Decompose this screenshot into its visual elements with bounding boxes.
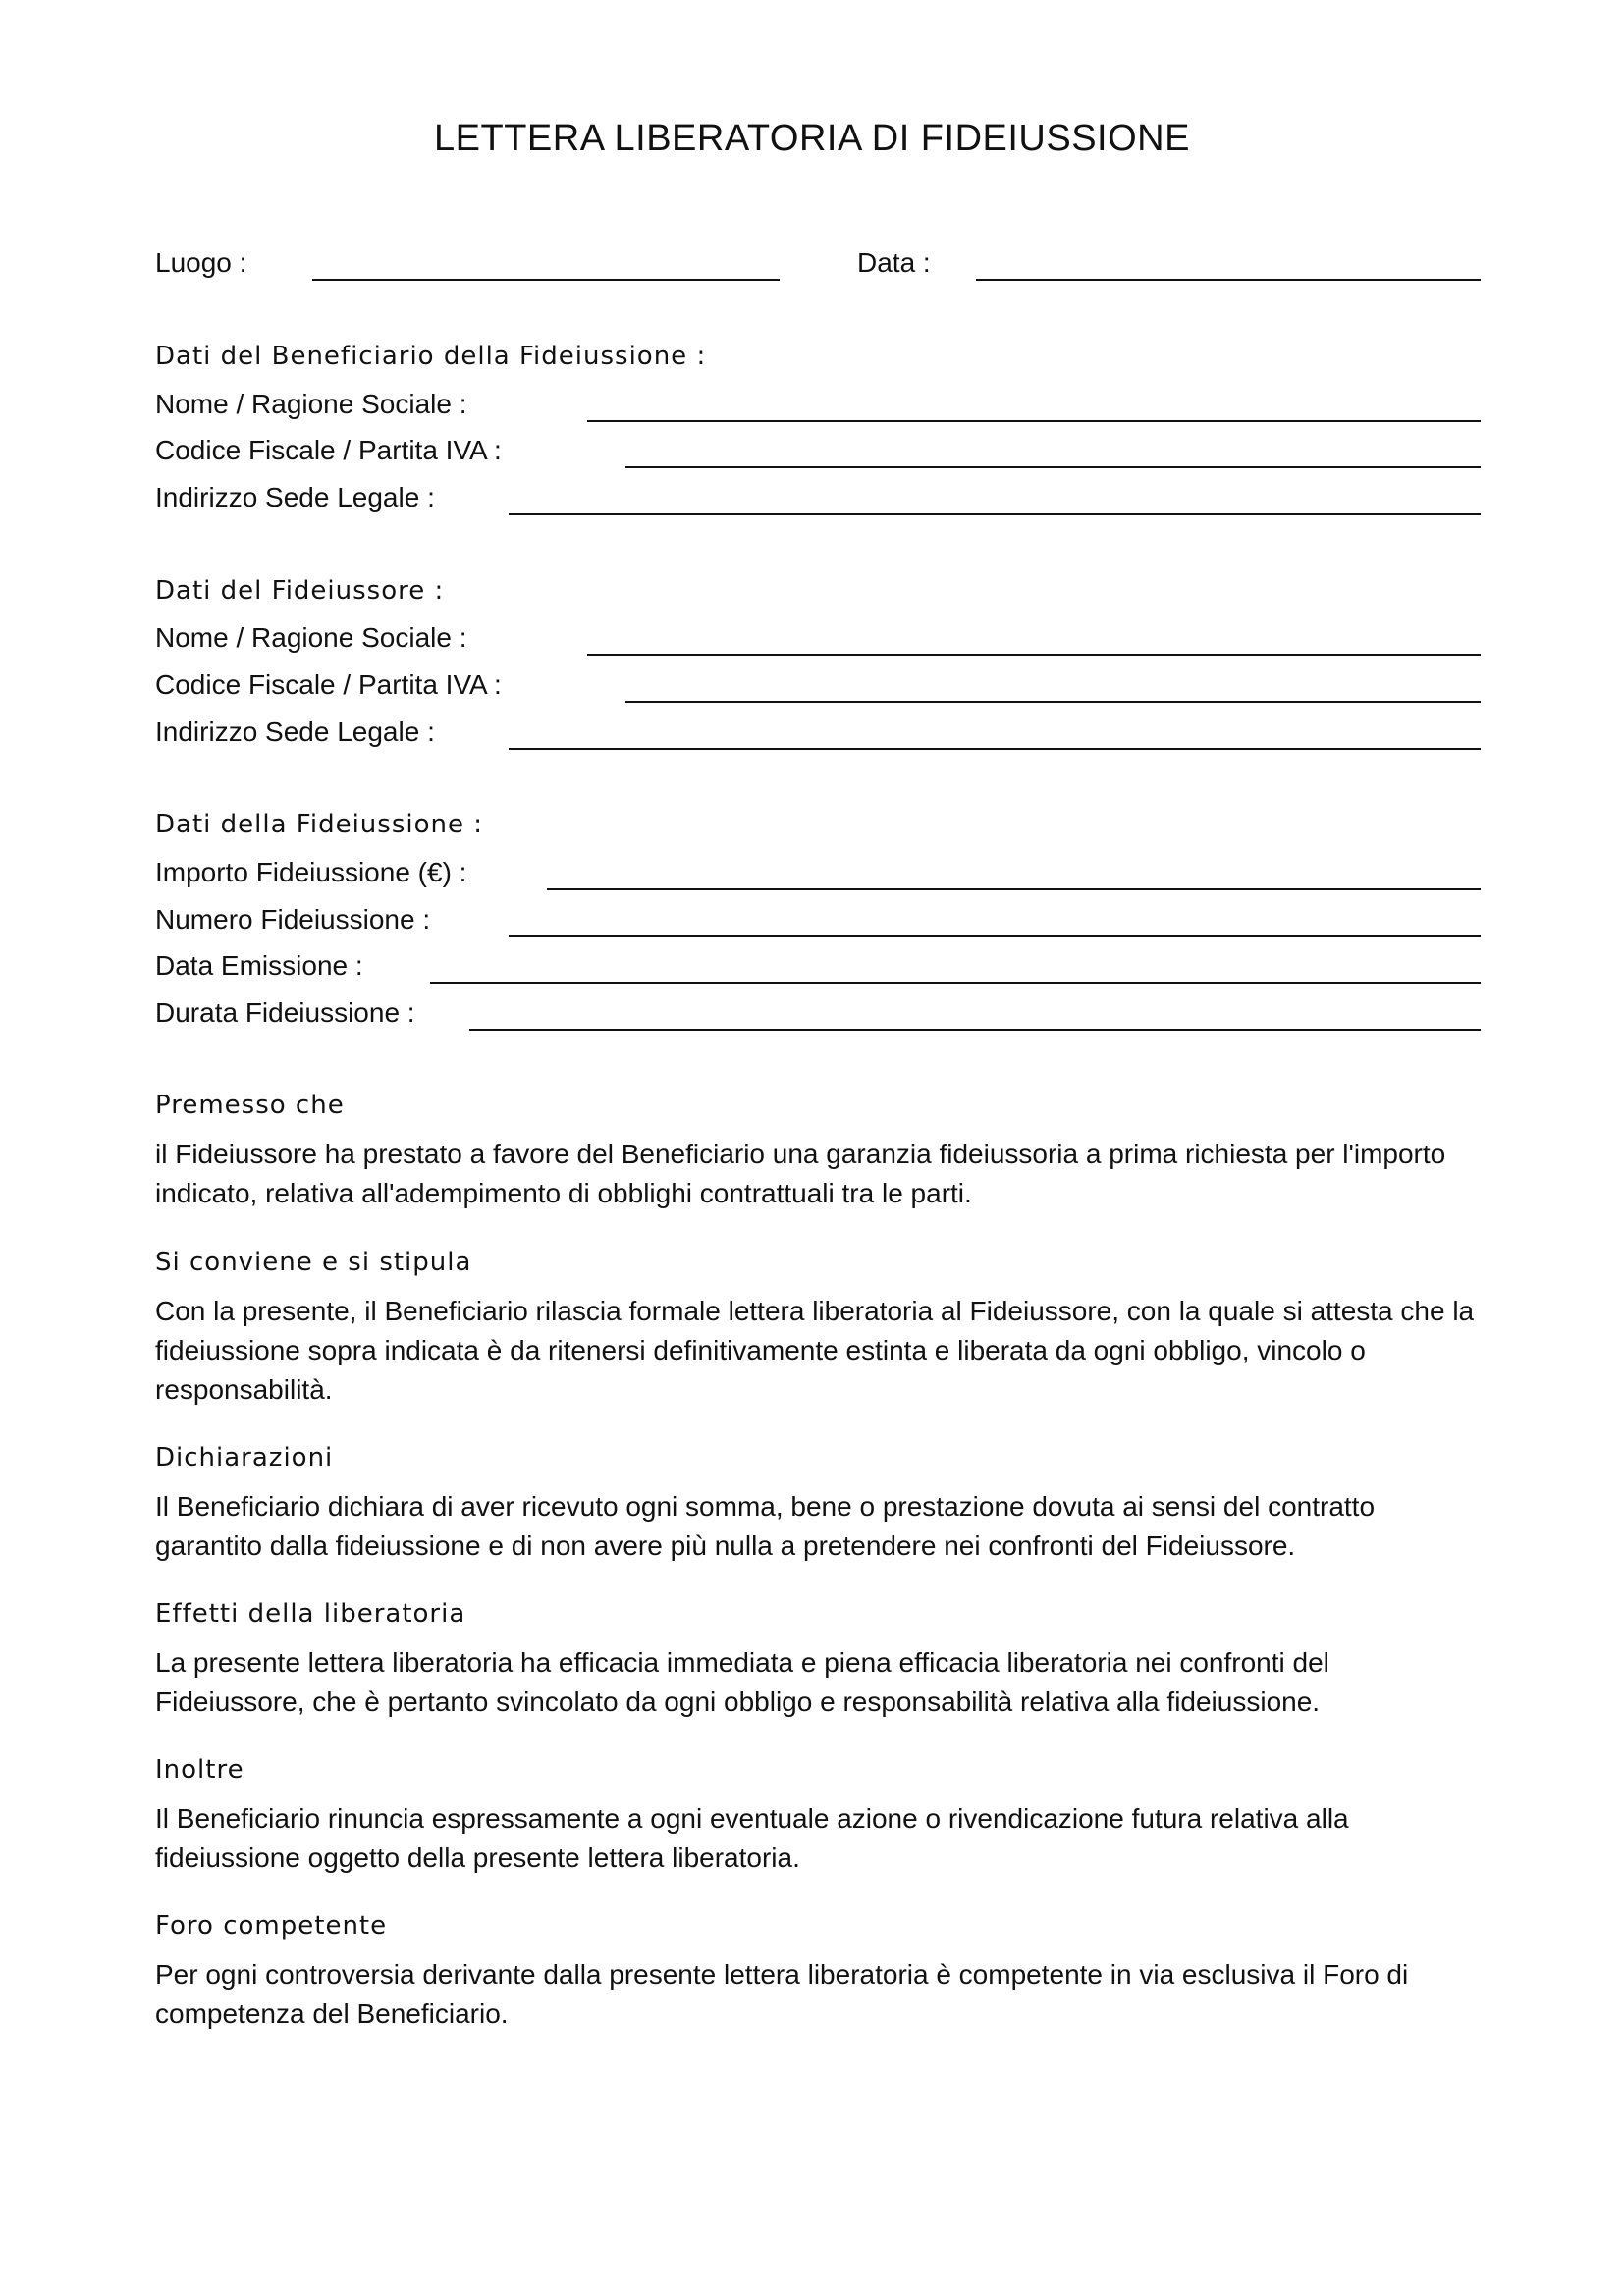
guarantee-amount-field-line[interactable] bbox=[547, 888, 1481, 890]
jurisdiction-text: Per ogni controversia derivante dalla presente lettera liberatoria è competente in via esclusiva il Foro di competenza del Beneficiario. bbox=[155, 1959, 1409, 2029]
guarantee-heading: Dati della Fideiussione : bbox=[155, 810, 483, 839]
guarantee-number-field-line[interactable] bbox=[509, 935, 1481, 937]
declarations-heading: Dichiarazioni bbox=[155, 1443, 334, 1472]
declarations-text: Il Beneficiario dichiara di aver ricevuto ogni somma, bene o prestazione dovuta ai sensi del contratto garantito dalla fideiussione e di non avere più nulla a pretendere nei confronti del Fideiussore. bbox=[155, 1491, 1376, 1561]
stipulation-heading: Si conviene e si stipula bbox=[155, 1248, 472, 1277]
guarantee-issue-date-label: Data Emissione : bbox=[155, 950, 363, 981]
furthermore-text: Il Beneficiario rinuncia espressamente a ogni eventuale azione o rivendicazione futura relativa alla fideiussione oggetto della presente lettera liberatoria. bbox=[155, 1803, 1349, 1873]
guarantee-duration-label: Durata Fideiussione : bbox=[155, 997, 415, 1028]
date-label: Data : bbox=[857, 247, 931, 278]
beneficiary-tax-label: Codice Fiscale / Partita IVA : bbox=[155, 435, 502, 465]
beneficiary-heading: Dati del Beneficiario della Fideiussione : bbox=[155, 342, 707, 371]
effects-text: La presente lettera liberatoria ha efficacia immediata e piena efficacia liberatoria nei confronti del Fideiussore, che è pertanto svincolato da ogni obbligo e responsabilità relativa alla fideiussione. bbox=[155, 1647, 1329, 1717]
guarantee-duration-field-line[interactable] bbox=[469, 1029, 1481, 1031]
document-title: LETTERA LIBERATORIA DI FIDEIUSSIONE bbox=[434, 118, 1190, 159]
effects-heading: Effetti della liberatoria bbox=[155, 1599, 466, 1629]
beneficiary-name-field-line[interactable] bbox=[587, 420, 1481, 422]
premise-heading: Premesso che bbox=[155, 1091, 345, 1120]
place-field-line[interactable] bbox=[312, 279, 780, 281]
beneficiary-address-field-line[interactable] bbox=[509, 513, 1481, 515]
beneficiary-address-label: Indirizzo Sede Legale : bbox=[155, 482, 435, 512]
date-field-line[interactable] bbox=[976, 279, 1481, 281]
guarantee-amount-label: Importo Fideiussione (€) : bbox=[155, 857, 467, 887]
furthermore-heading: Inoltre bbox=[155, 1755, 244, 1785]
beneficiary-tax-field-line[interactable] bbox=[625, 466, 1481, 468]
guarantor-tax-label: Codice Fiscale / Partita IVA : bbox=[155, 669, 502, 700]
guarantee-number-label: Numero Fideiussione : bbox=[155, 904, 431, 934]
guarantor-address-field-line[interactable] bbox=[509, 748, 1481, 750]
premise-text: il Fideiussore ha prestato a favore del Beneficiario una garanzia fideiussoria a prima richiesta per l'importo indicato, relativa all'adempimento di obblighi contrattuali tra le parti. bbox=[155, 1139, 1446, 1208]
guarantor-heading: Dati del Fideiussore : bbox=[155, 576, 445, 606]
place-label: Luogo : bbox=[155, 247, 247, 278]
guarantor-tax-field-line[interactable] bbox=[625, 701, 1481, 703]
guarantee-issue-date-field-line[interactable] bbox=[430, 982, 1481, 984]
guarantor-name-field-line[interactable] bbox=[587, 654, 1481, 656]
jurisdiction-heading: Foro competente bbox=[155, 1911, 388, 1941]
stipulation-text: Con la presente, il Beneficiario rilascia formale lettera liberatoria al Fideiussore, con la quale si attesta che la fideiussione sopra indicata è da ritenersi definitivamente estinta e liberata da ogni obbligo, vincolo o responsabilità. bbox=[155, 1296, 1475, 1405]
beneficiary-name-label: Nome / Ragione Sociale : bbox=[155, 389, 467, 419]
guarantor-address-label: Indirizzo Sede Legale : bbox=[155, 717, 435, 747]
guarantor-name-label: Nome / Ragione Sociale : bbox=[155, 622, 467, 653]
